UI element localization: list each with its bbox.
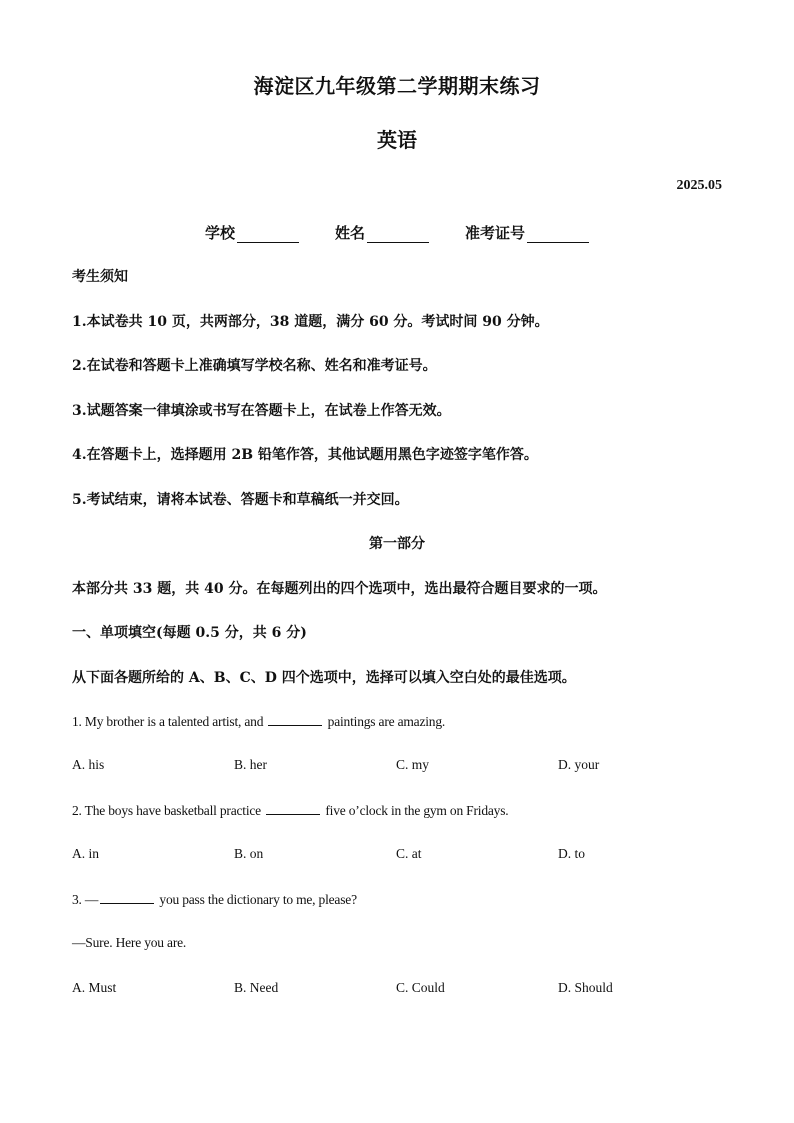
notice-item: 4.在答题卡上，选择题用 2B 铅笔作答，其他试题用黑色字迹签字笔作答。: [72, 447, 538, 463]
option-d: D. Should: [558, 980, 613, 995]
option-b: B. on: [234, 846, 264, 861]
exam-date: 2025.05: [676, 178, 722, 193]
notice-item: 3.试题答案一律填涂或书写在答题卡上，在试卷上作答无效。: [72, 403, 451, 419]
answer-blank: [100, 891, 154, 904]
section-title: 一、单项填空(每题 0.5 分，共 6 分): [72, 625, 307, 641]
question-text: 1. My brother is a talented artist, and: [72, 714, 264, 729]
option-d: D. your: [558, 757, 600, 772]
question-2: [72, 802, 508, 819]
school-blank: [237, 226, 299, 243]
exam-subject: 英语: [377, 128, 417, 152]
option-b: B. Need: [234, 980, 279, 995]
question-text: 2. The boys have basketball practice: [72, 803, 261, 818]
question-1: [72, 713, 445, 730]
exam-title: 海淀区九年级第二学期期末练习: [253, 74, 541, 98]
question-text: 3. —: [72, 892, 99, 907]
name-blank: [367, 226, 429, 243]
notice-item: 1.本试卷共 10 页，共两部分，38 道题，满分 60 分。考试时间 90 分钟。: [72, 314, 549, 330]
answer-blank: [268, 713, 322, 726]
exam-id-field: [465, 222, 589, 243]
option-c: C. at: [396, 846, 422, 861]
option-a: A. Must: [72, 980, 117, 995]
options-2: [72, 846, 722, 862]
question-text: five o’clock in the gym on Fridays.: [325, 803, 509, 818]
name-label: 姓名: [334, 224, 365, 242]
question-3-reply: —Sure. Here you are.: [72, 935, 187, 950]
question-text: paintings are amazing.: [327, 714, 446, 729]
notice-item: 2.在试卷和答题卡上准确填写学校名称、姓名和准考证号。: [72, 358, 437, 374]
part-intro: 本部分共 33 题，共 40 分。在每题列出的四个选项中，选出最符合题目要求的一项。: [72, 581, 607, 597]
option-a: A. his: [72, 757, 105, 772]
school-label: 学校: [204, 224, 235, 242]
student-info-fields: [0, 222, 794, 243]
option-c: C. Could: [396, 980, 445, 995]
option-d: D. to: [558, 846, 585, 861]
section-instructions: 从下面各题所给的 A、B、C、D 四个选项中，选择可以填入空白处的最佳选项。: [72, 670, 576, 686]
notice-item: 5.考试结束，请将本试卷、答题卡和草稿纸一并交回。: [72, 492, 409, 508]
option-c: C. my: [396, 757, 430, 772]
options-3: [72, 980, 722, 996]
name-field: [335, 222, 429, 243]
notice-heading: 考生须知: [72, 269, 128, 285]
question-text: you pass the dictionary to me, please?: [159, 892, 357, 907]
options-1: [72, 757, 722, 773]
exam-id-label: 准考证号: [465, 224, 526, 242]
answer-blank: [266, 802, 320, 815]
exam-id-blank: [527, 226, 589, 243]
question-3: [72, 891, 357, 908]
option-b: B. her: [234, 757, 267, 772]
school-field: [205, 222, 299, 243]
part-title: 第一部分: [369, 536, 425, 552]
option-a: A. in: [72, 846, 99, 861]
